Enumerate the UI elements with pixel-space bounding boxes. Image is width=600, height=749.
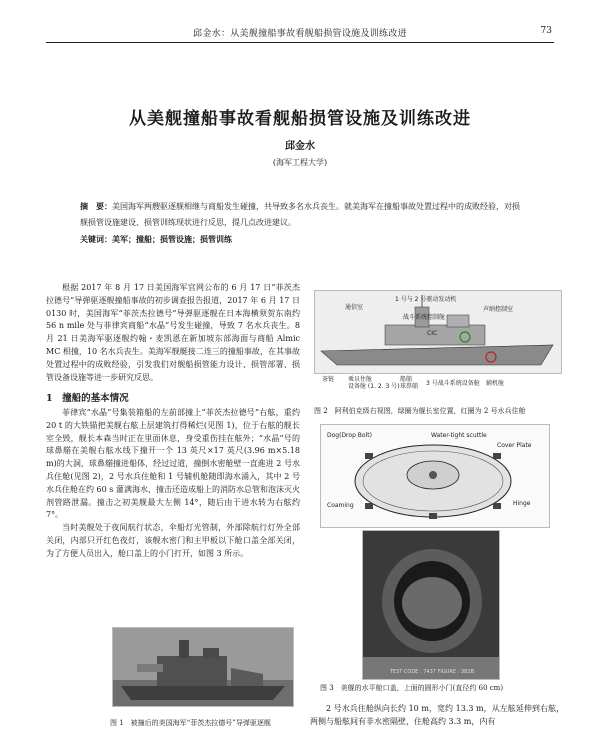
label-comm: 通信室 <box>345 304 364 311</box>
label-dog: Dog(Drop Bolt) <box>327 432 372 439</box>
label-cabin: 乘员住舱 设备舱 (1. 2. 3 号) <box>348 376 400 390</box>
label-chain: 茶链 <box>322 376 335 383</box>
page-number: 73 <box>540 26 552 36</box>
figure-3-photo-caption: TEST CODE : 7437 FIGURE : 3B2B <box>389 669 475 675</box>
figure-3-photo <box>362 530 500 680</box>
article-title: 从美舰撞船事故看舰船损管设施及训练改进 <box>129 109 471 129</box>
figure-3-diagram <box>320 424 550 528</box>
figure-2-diagram <box>314 290 562 374</box>
label-coaming: Coaming <box>327 502 354 509</box>
section-1-continuation: 2 号水兵住舱纵向长约 10 m，宽约 13.3 m，从左舷延伸到右舷，两侧与船舷间有非水密隔壁，住舱高约 3.3 m，内有 <box>310 704 564 726</box>
label-crew: 3 号战斗系统设备舱 <box>426 380 480 387</box>
label-aux: 辅机舱 <box>486 380 505 387</box>
hatch-photo-illustration <box>363 531 500 680</box>
intro-paragraph: 根据 2017 年 8 月 17 日美国海军官网公布的 6 月 17 日“菲茨杰拉德号”导弹驱逐舰撞船事故的初步调查报告报道，2017 年 6 月 17 日 0130 时，美国海军“菲茨杰拉德号”导弹驱逐舰在日本海横须贺东南约 56 n mile 处与菲律宾商船“水晶”号发生碰撞，导致 7 名水兵丧生。8 月 21 日美海军驱逐舰约翰・麦凯恩在新加坡东部海面与商船 Almic MC 相撞，10 名水兵丧生。美海军舰艇接二连三的撞船事故，在其事故处置过程中的成败经验，引发我们对舰船损管能力设计、损管部署、损管设备设施等进一步研究反思。 <box>46 283 300 382</box>
figure-3-caption: 图 3 美舰的水平舱口盖，上面的圆形小门(直径约 60 cm) <box>320 684 504 692</box>
keywords <box>80 234 520 245</box>
left-column-intro <box>46 282 300 384</box>
label-ctrl: 战斗系统控制舱 <box>403 314 446 321</box>
abstract-text: 美国海军两艘驱逐舰相继与商船发生碰撞，共导致多名水兵丧生。就美海军在撞船事故处置过程中的成败经验，对损舰损管设施建设、损管训练现状进行反思，提几点改进建议。 <box>80 202 520 227</box>
label-hinge: Hinge <box>513 500 531 507</box>
keywords-text: 美军；撞船；损管设施；损管训练 <box>112 234 232 244</box>
figure-2-caption: 图 2 阿利伯克级右视图，绿圈为舰长室位置，红圈为 2 号水兵住舱 <box>314 407 526 415</box>
abstract-label: 摘 要： <box>80 201 112 211</box>
label-scuttle: Water-tight scuttle <box>431 432 487 439</box>
destroyer-cutaway-illustration <box>315 291 562 374</box>
figure-1-caption: 图 1 被撞后的美国海军“菲茨杰拉德号”导弹驱逐舰 <box>110 719 271 727</box>
section-1-heading: 1 撞船的基本情况 <box>46 393 129 404</box>
section-1-paragraph-2: 当时美舰处于夜间航行状态，伞船灯光管制，外部除航行灯外全部关闭，内部只开红色夜灯，该舰水密门和主甲板以下舱口盖全部关闭，为了方便人员出入，舱口盖上的小门打开，如图 3 所示。 <box>46 523 300 558</box>
author-name: 邱金水 <box>285 141 315 152</box>
abstract <box>80 198 520 231</box>
damaged-destroyer-illustration <box>113 628 294 707</box>
hatch-cover-illustration <box>321 425 550 528</box>
header-divider <box>46 42 554 43</box>
right-column-continuation <box>310 703 564 729</box>
label-bow: 船艏 球鼻艏 <box>400 376 419 390</box>
section-1-paragraph-1: 菲律宾“水晶”号集装箱船的左前部撞上“菲茨杰拉德号”右舷，重约 20 t 的大铁锚把美舰右舷上层建筑打得稀烂(见图 1)，位于右舷的舰长室全毁，舰长本森当时正在里面休息，身受重伤挂在舷外；“水晶”号的球鼻艏在美舰右舷水线下撞开一个 13 英尺×17 英尺(3.96 m×5.18 m)的大洞，球鼻艏撞进船体，经过过道，撞倒水密舱壁一直進进 2 号水兵住舱(见图 2)，2 号水兵住舱和 1 号辅机舱随即海水涌入，其中 2 号水兵住舱在约 60 s 灌满海水，撞击还造成船上的消防水总管和泡沫灭火剂管路泄漏。撞击之初美舰最大左侧 14°，随后由于进水转为右舷约 7°。 <box>46 408 300 520</box>
author-affiliation: (海军工程大学) <box>272 158 328 167</box>
figure-1-photo <box>112 627 294 707</box>
label-cic: CIC <box>427 330 438 337</box>
label-sonar: 声纳控制室 <box>483 306 514 313</box>
label-gen: 1 号与 2 号驱动发动机 <box>395 296 457 303</box>
left-column-section-1 <box>46 407 300 561</box>
keywords-label: 关键词： <box>80 234 112 244</box>
figure-2-bottom-labels <box>314 376 562 398</box>
running-header-title: 邱金水：从美舰撞船事故看舰船损管设施及训练改进 <box>193 29 407 39</box>
label-cover: Cover Plate <box>497 442 532 449</box>
